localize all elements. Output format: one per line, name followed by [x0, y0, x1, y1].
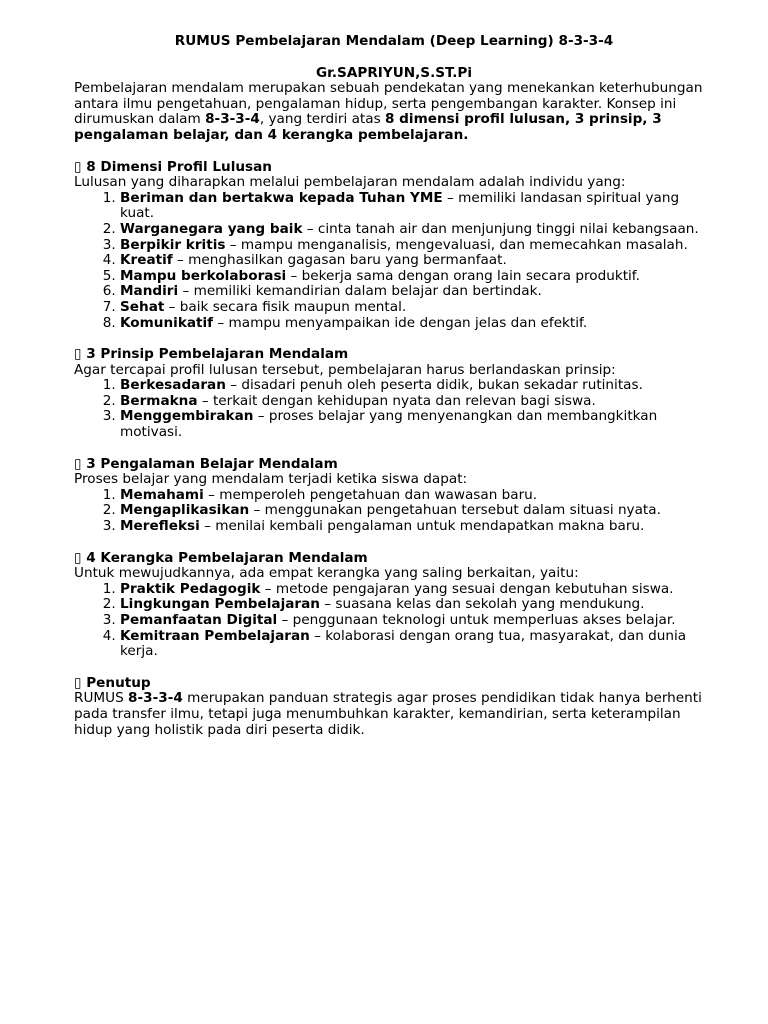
list-item [120, 488, 714, 504]
list-item-term: Praktik Pedagogik [120, 580, 261, 597]
list-item [120, 284, 714, 300]
list-item-term: Kreatif [120, 252, 173, 269]
section-lead: Untuk mewujudkannya, ada empat kerangka yang saling berkaitan, yaitu: [74, 565, 579, 582]
section-heading: ▯ 3 Pengalaman Belajar Mendalam [74, 455, 338, 472]
list-item-term: Merefleksi [120, 518, 200, 535]
list-item-term: Mampu berkolaborasi [120, 267, 287, 284]
list-item-term: Komunikatif [120, 314, 214, 331]
list-item-desc: – baik secara fisik maupun mental. [164, 298, 407, 315]
list-item-desc: – suasana kelas dan sekolah yang mendukung. [319, 596, 645, 613]
intro-text-2: , yang terdiri atas [259, 111, 385, 128]
list-item [120, 613, 714, 629]
section-kerangka [74, 551, 714, 660]
list-item-term: Warganegara yang baik [120, 220, 303, 237]
list-item-desc: – disadari penuh oleh peserta didik, bukan sekadar rutinitas. [225, 377, 643, 394]
list-item [120, 300, 714, 316]
section-lead: Proses belajar yang mendalam terjadi ketika siswa dapat: [74, 471, 468, 488]
list-item [120, 378, 714, 394]
list-item-desc: – terkait dengan kehidupan nyata dan relevan bagi siswa. [197, 392, 596, 409]
list-item [120, 519, 714, 535]
list-item-desc: – menghasilkan gagasan baru yang bermanfaat. [172, 252, 507, 269]
section-heading: ▯ Penutup [74, 674, 151, 691]
list-item-desc: – menilai kembali pengalaman untuk mendapatkan makna baru. [199, 518, 645, 535]
list-item-desc: – penggunaan teknologi untuk memperluas akses belajar. [277, 612, 676, 628]
list-item-term: Mengaplikasikan [120, 502, 250, 519]
document-body [74, 34, 714, 738]
list-item-desc: – bekerja sama dengan orang lain secara produktif. [286, 267, 640, 284]
list-item [120, 394, 714, 410]
list-item-desc: – memiliki kemandirian dalam belajar dan bertindak. [178, 283, 542, 300]
closing-text-1: RUMUS [74, 690, 129, 707]
list-item-desc: – proses belajar yang menyenangkan dan membangkitkan motivasi. [120, 408, 658, 441]
list-item-term: Sehat [120, 298, 165, 315]
list-item-desc: – memperoleh pengetahuan dan wawasan baru. [203, 486, 538, 503]
list-item [120, 238, 714, 254]
list-item [120, 582, 714, 598]
numbered-list [74, 378, 714, 440]
list-item-desc: – mampu menganalisis, mengevaluasi, dan memecahkan masalah. [225, 236, 688, 253]
closing-formula: 8-3-3-4 [128, 690, 183, 707]
list-item-desc: – mampu menyampaikan ide dengan jelas dan efektif. [213, 314, 588, 331]
list-item [120, 503, 714, 519]
section-lead: Agar tercapai profil lulusan tersebut, pembelajaran harus berlandaskan prinsip: [74, 361, 616, 378]
list-item-desc: – kolaborasi dengan orang tua, masyarakat, dan dunia kerja. [120, 627, 687, 660]
list-item [120, 316, 714, 332]
list-item [120, 253, 714, 269]
section-penutup [74, 676, 714, 738]
list-item-term: Pemanfaatan Digital [120, 612, 278, 628]
numbered-list [74, 582, 714, 660]
list-item-term: Kemitraan Pembelajaran [120, 627, 310, 644]
list-item [120, 629, 714, 660]
list-item [120, 191, 714, 222]
section-lead: Lulusan yang diharapkan melalui pembelajaran mendalam adalah individu yang: [74, 174, 626, 191]
section-heading: ▯ 4 Kerangka Pembelajaran Mendalam [74, 549, 368, 566]
list-item-term: Berpikir kritis [120, 236, 226, 253]
list-item-desc: – cinta tanah air dan menjunjung tinggi nilai kebangsaan. [302, 220, 699, 237]
list-item-term: Memahami [120, 486, 204, 503]
document-author: Gr.SAPRIYUN,S.ST.Pi [315, 64, 473, 81]
closing-paragraph [74, 691, 714, 738]
intro-text-1: Pembelajaran mendalam merupakan sebuah pendekatan yang menekankan keterhubungan antara ilmu pengetahuan, pengalaman hidup, serta pengembangan karakter. Konsep ini dirumuskan dalam [74, 80, 703, 128]
list-item-term: Menggembirakan [120, 408, 254, 425]
closing-text-2: merupakan panduan strategis agar proses pendidikan tidak hanya berhenti pada transfer ilmu, tetapi juga menumbuhkan karakter, kemandirian, serta keterampilan hidup yang holistik pada diri peserta didik. [74, 690, 702, 738]
intro-formula: 8-3-3-4 [205, 111, 260, 128]
section-prinsip [74, 347, 714, 441]
list-item-term: Beriman dan bertakwa kepada Tuhan YME [120, 189, 443, 206]
section-heading: ▯ 8 Dimensi Profil Lulusan [74, 158, 272, 175]
numbered-list [74, 488, 714, 535]
intro-summary: 8 dimensi profil lulusan, 3 prinsip, 3 pengalaman belajar, dan 4 kerangka pembelajaran. [74, 111, 662, 143]
list-item [120, 597, 714, 613]
numbered-list [74, 191, 714, 331]
list-item-term: Bermakna [120, 392, 198, 409]
list-item-term: Berkesadaran [120, 377, 226, 394]
list-item [120, 269, 714, 285]
list-item [120, 409, 714, 440]
list-item-desc: – menggunakan pengetahuan tersebut dalam situasi nyata. [249, 502, 661, 519]
list-item [120, 222, 714, 238]
section-pengalaman-belajar [74, 457, 714, 535]
section-profil-lulusan [74, 160, 714, 332]
list-item-desc: – memiliki landasan spiritual yang kuat. [120, 189, 680, 222]
document-title: RUMUS Pembelajaran Mendalam (Deep Learning) 8-3-3-4 [174, 33, 614, 49]
list-item-term: Lingkungan Pembelajaran [120, 596, 320, 613]
list-item-desc: – metode pengajaran yang sesuai dengan kebutuhan siswa. [260, 580, 674, 597]
intro-paragraph [74, 81, 714, 143]
section-heading: ▯ 3 Prinsip Pembelajaran Mendalam [74, 346, 349, 363]
list-item-term: Mandiri [120, 283, 179, 300]
